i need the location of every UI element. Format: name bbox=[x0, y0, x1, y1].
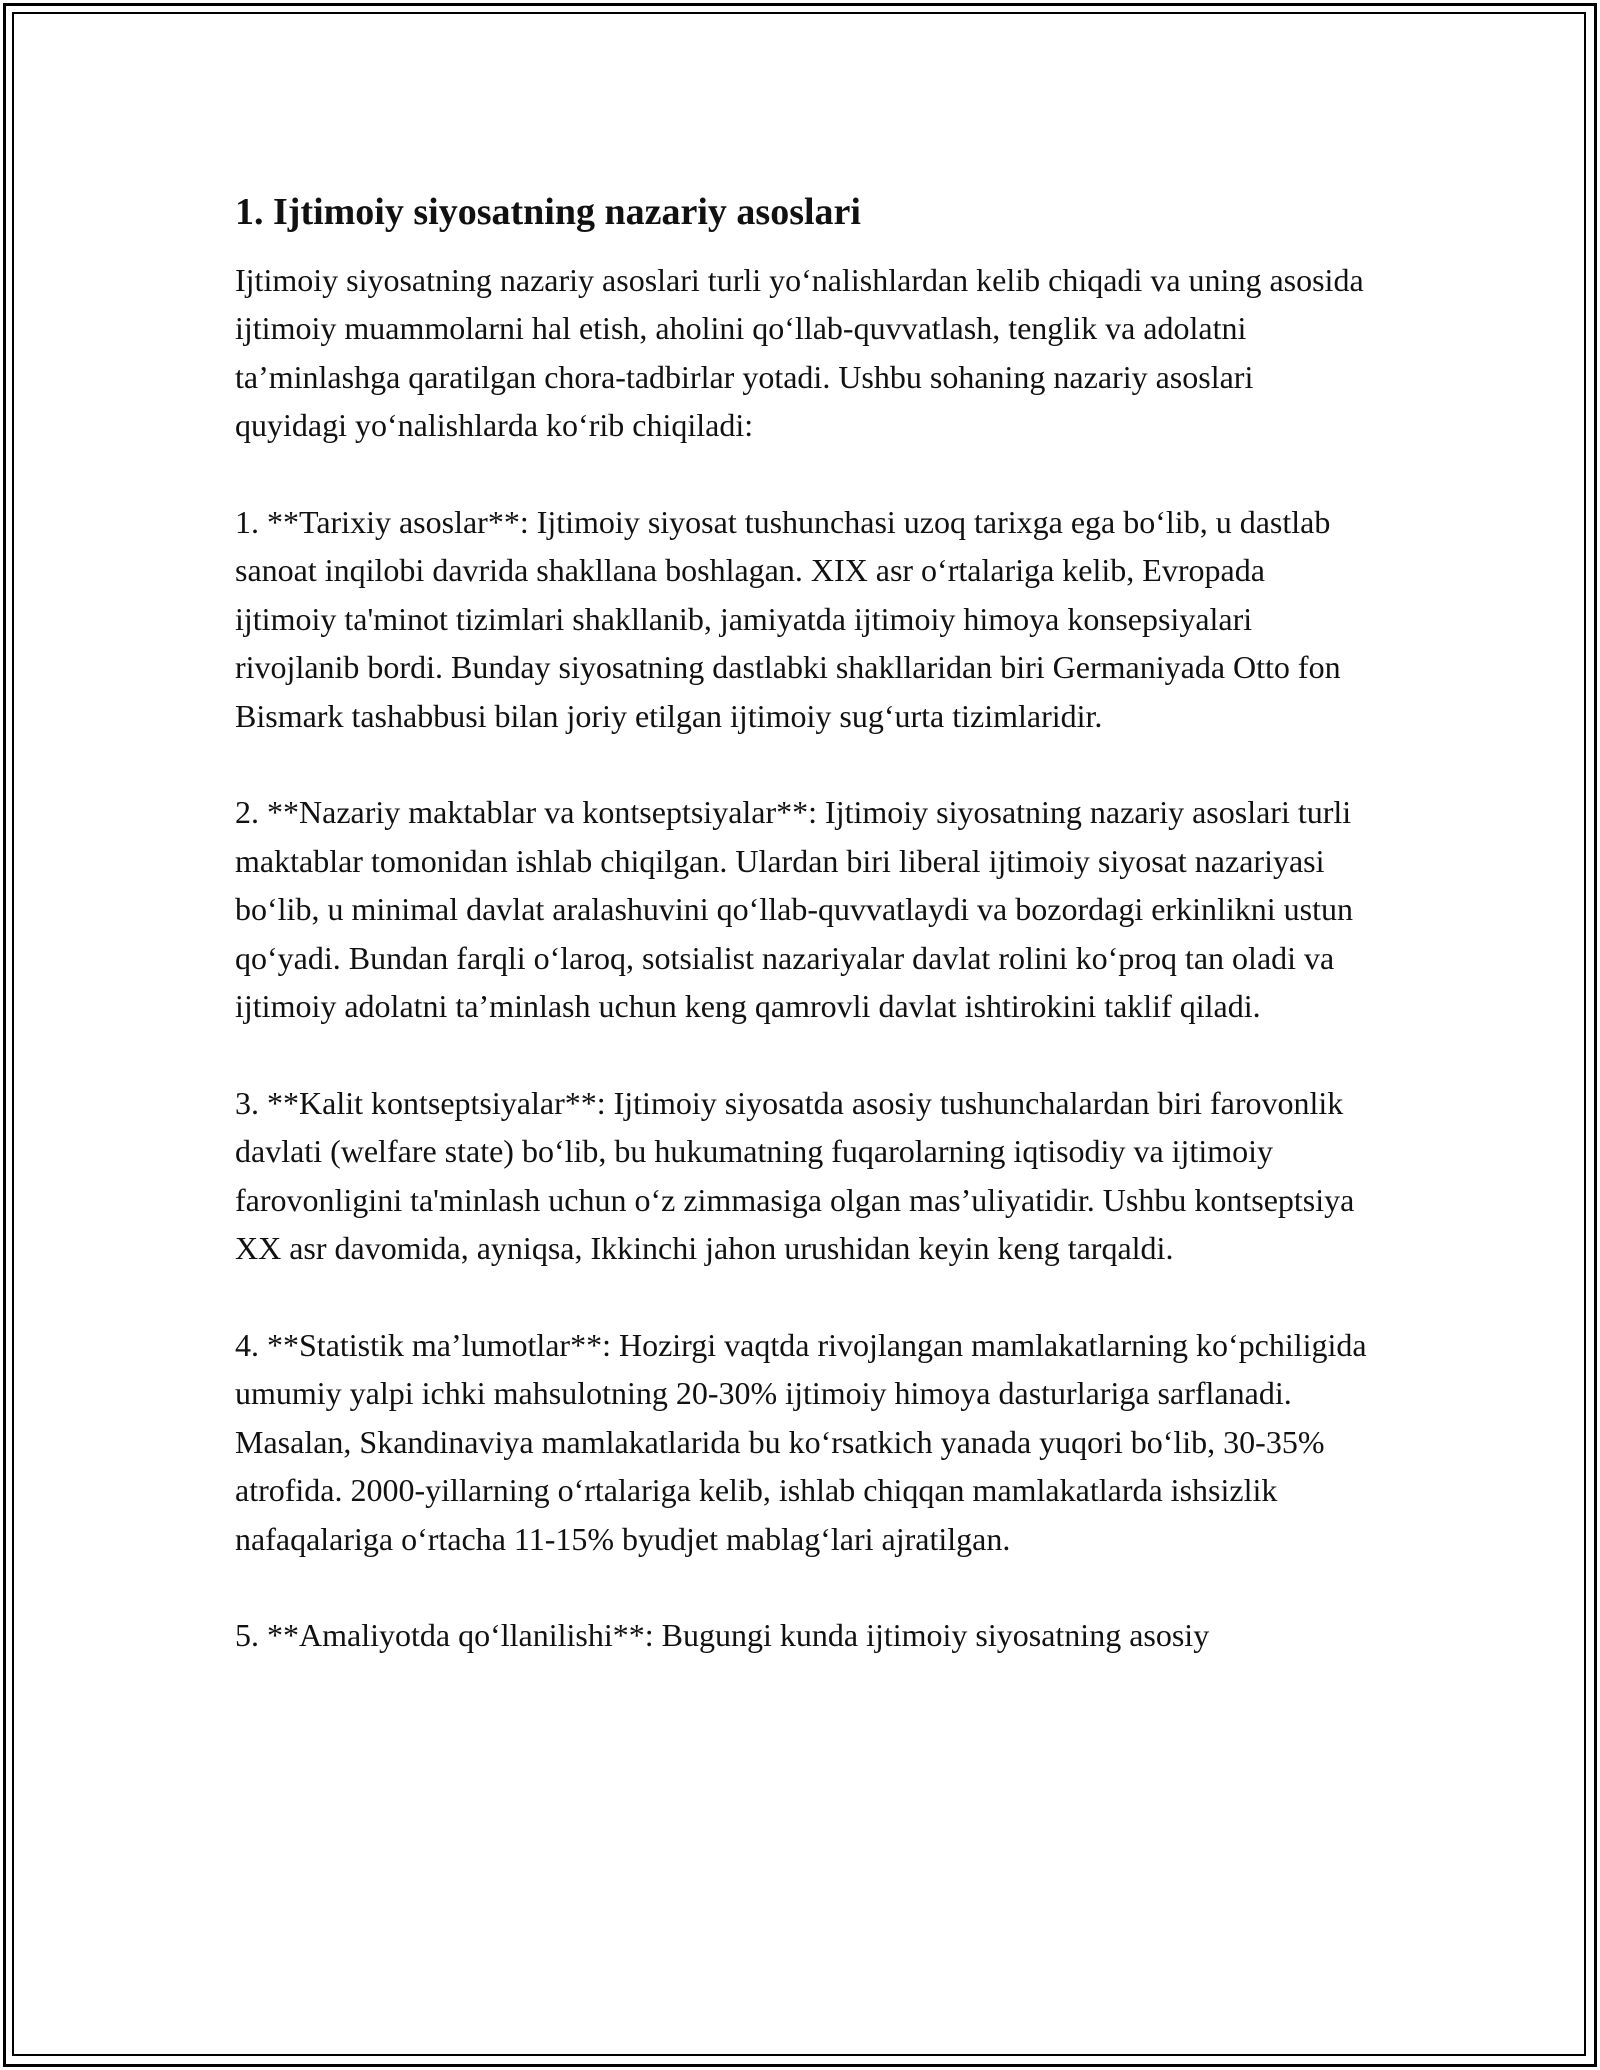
paragraph-historical-foundations: 1. **Tarixiy asoslar**: Ijtimoiy siyosat tushunchasi uzoq tarixga ega bo‘lib, u dastlab sanoat inqilobi davrida shakllana boshlagan. XIX asr o‘rtalariga kelib, Evropada ijtimoiy ta'minot tizimlari shakllanib, jamiyatda ijtimoiy himoya konsepsiyalari rivojlanib bordi. Bunday siyosatning dastlabki shakllaridan biri Germaniyada Otto fon Bismark tashabbusi bilan joriy etilgan ijtimoiy sug‘urta tizimlaridir. bbox=[235, 504, 1341, 734]
intro-paragraph: Ijtimoiy siyosatning nazariy asoslari turli yo‘nalishlardan kelib chiqadi va uning asosida ijtimoiy muammolarni hal etish, aholini qo‘llab-quvvatlash, tenglik va adolatni ta’minlashga qaratilgan chora-tadbirlar yotadi. Ushbu sohaning nazariy asoslari quyidagi yo‘nalishlarda ko‘rib chiqiladi: bbox=[235, 262, 1364, 444]
document-body bbox=[235, 188, 1370, 1708]
paragraph-key-concepts: 3. **Kalit kontseptsiyalar**: Ijtimoiy siyosatda asosiy tushunchalardan biri farovonlik davlati (welfare state) bo‘lib, bu hukumatning fuqarolarning iqtisodiy va ijtimoiy farovonligini ta'minlash uchun o‘z zimmasiga olgan mas’uliyatidir. Ushbu kontseptsiya XX asr davomida, ayniqsa, Ikkinchi jahon urushidan keyin keng tarqaldi. bbox=[235, 1084, 1355, 1267]
section-heading: 1. Ijtimoiy siyosatning nazariy asoslari bbox=[235, 191, 861, 233]
paragraph-practical-application: 5. **Amaliyotda qo‘llanilishi**: Bugungi kunda ijtimoiy siyosatning asosiy bbox=[235, 1617, 1210, 1654]
paragraph-theoretical-schools: 2. **Nazariy maktablar va kontseptsiyalar**: Ijtimoiy siyosatning nazariy asoslari turli maktablar tomonidan ishlab chiqilgan. Ulardan biri liberal ijtimoiy siyosat nazariyasi bo‘lib, u minimal davlat aralashuvini qo‘llab-quvvatlaydi va bozordagi erkinlikni ustun qo‘yadi. Bundan farqli o‘laroq, sotsialist nazariyalar davlat rolini ko‘proq tan oladi va ijtimoiy adolatni ta’minlash uchun keng qamrovli davlat ishtirokini taklif qiladi. bbox=[235, 794, 1353, 1025]
paragraph-statistics: 4. **Statistik ma’lumotlar**: Hozirgi vaqtda rivojlangan mamlakatlarning ko‘pchiligida umumiy yalpi ichki mahsulotning 20-30% ijtimoiy himoya dasturlariga sarflanadi. Masalan, Skandinaviya mamlakatlarida bu ko‘rsatkich yanada yuqori bo‘lib, 30-35% atrofida. 2000-yillarning o‘rtalariga kelib, ishlab chiqqan mamlakatlarda ishsizlik nafaqalariga o‘rtacha 11-15% byudjet mablag‘lari ajratilgan. bbox=[235, 1326, 1367, 1557]
